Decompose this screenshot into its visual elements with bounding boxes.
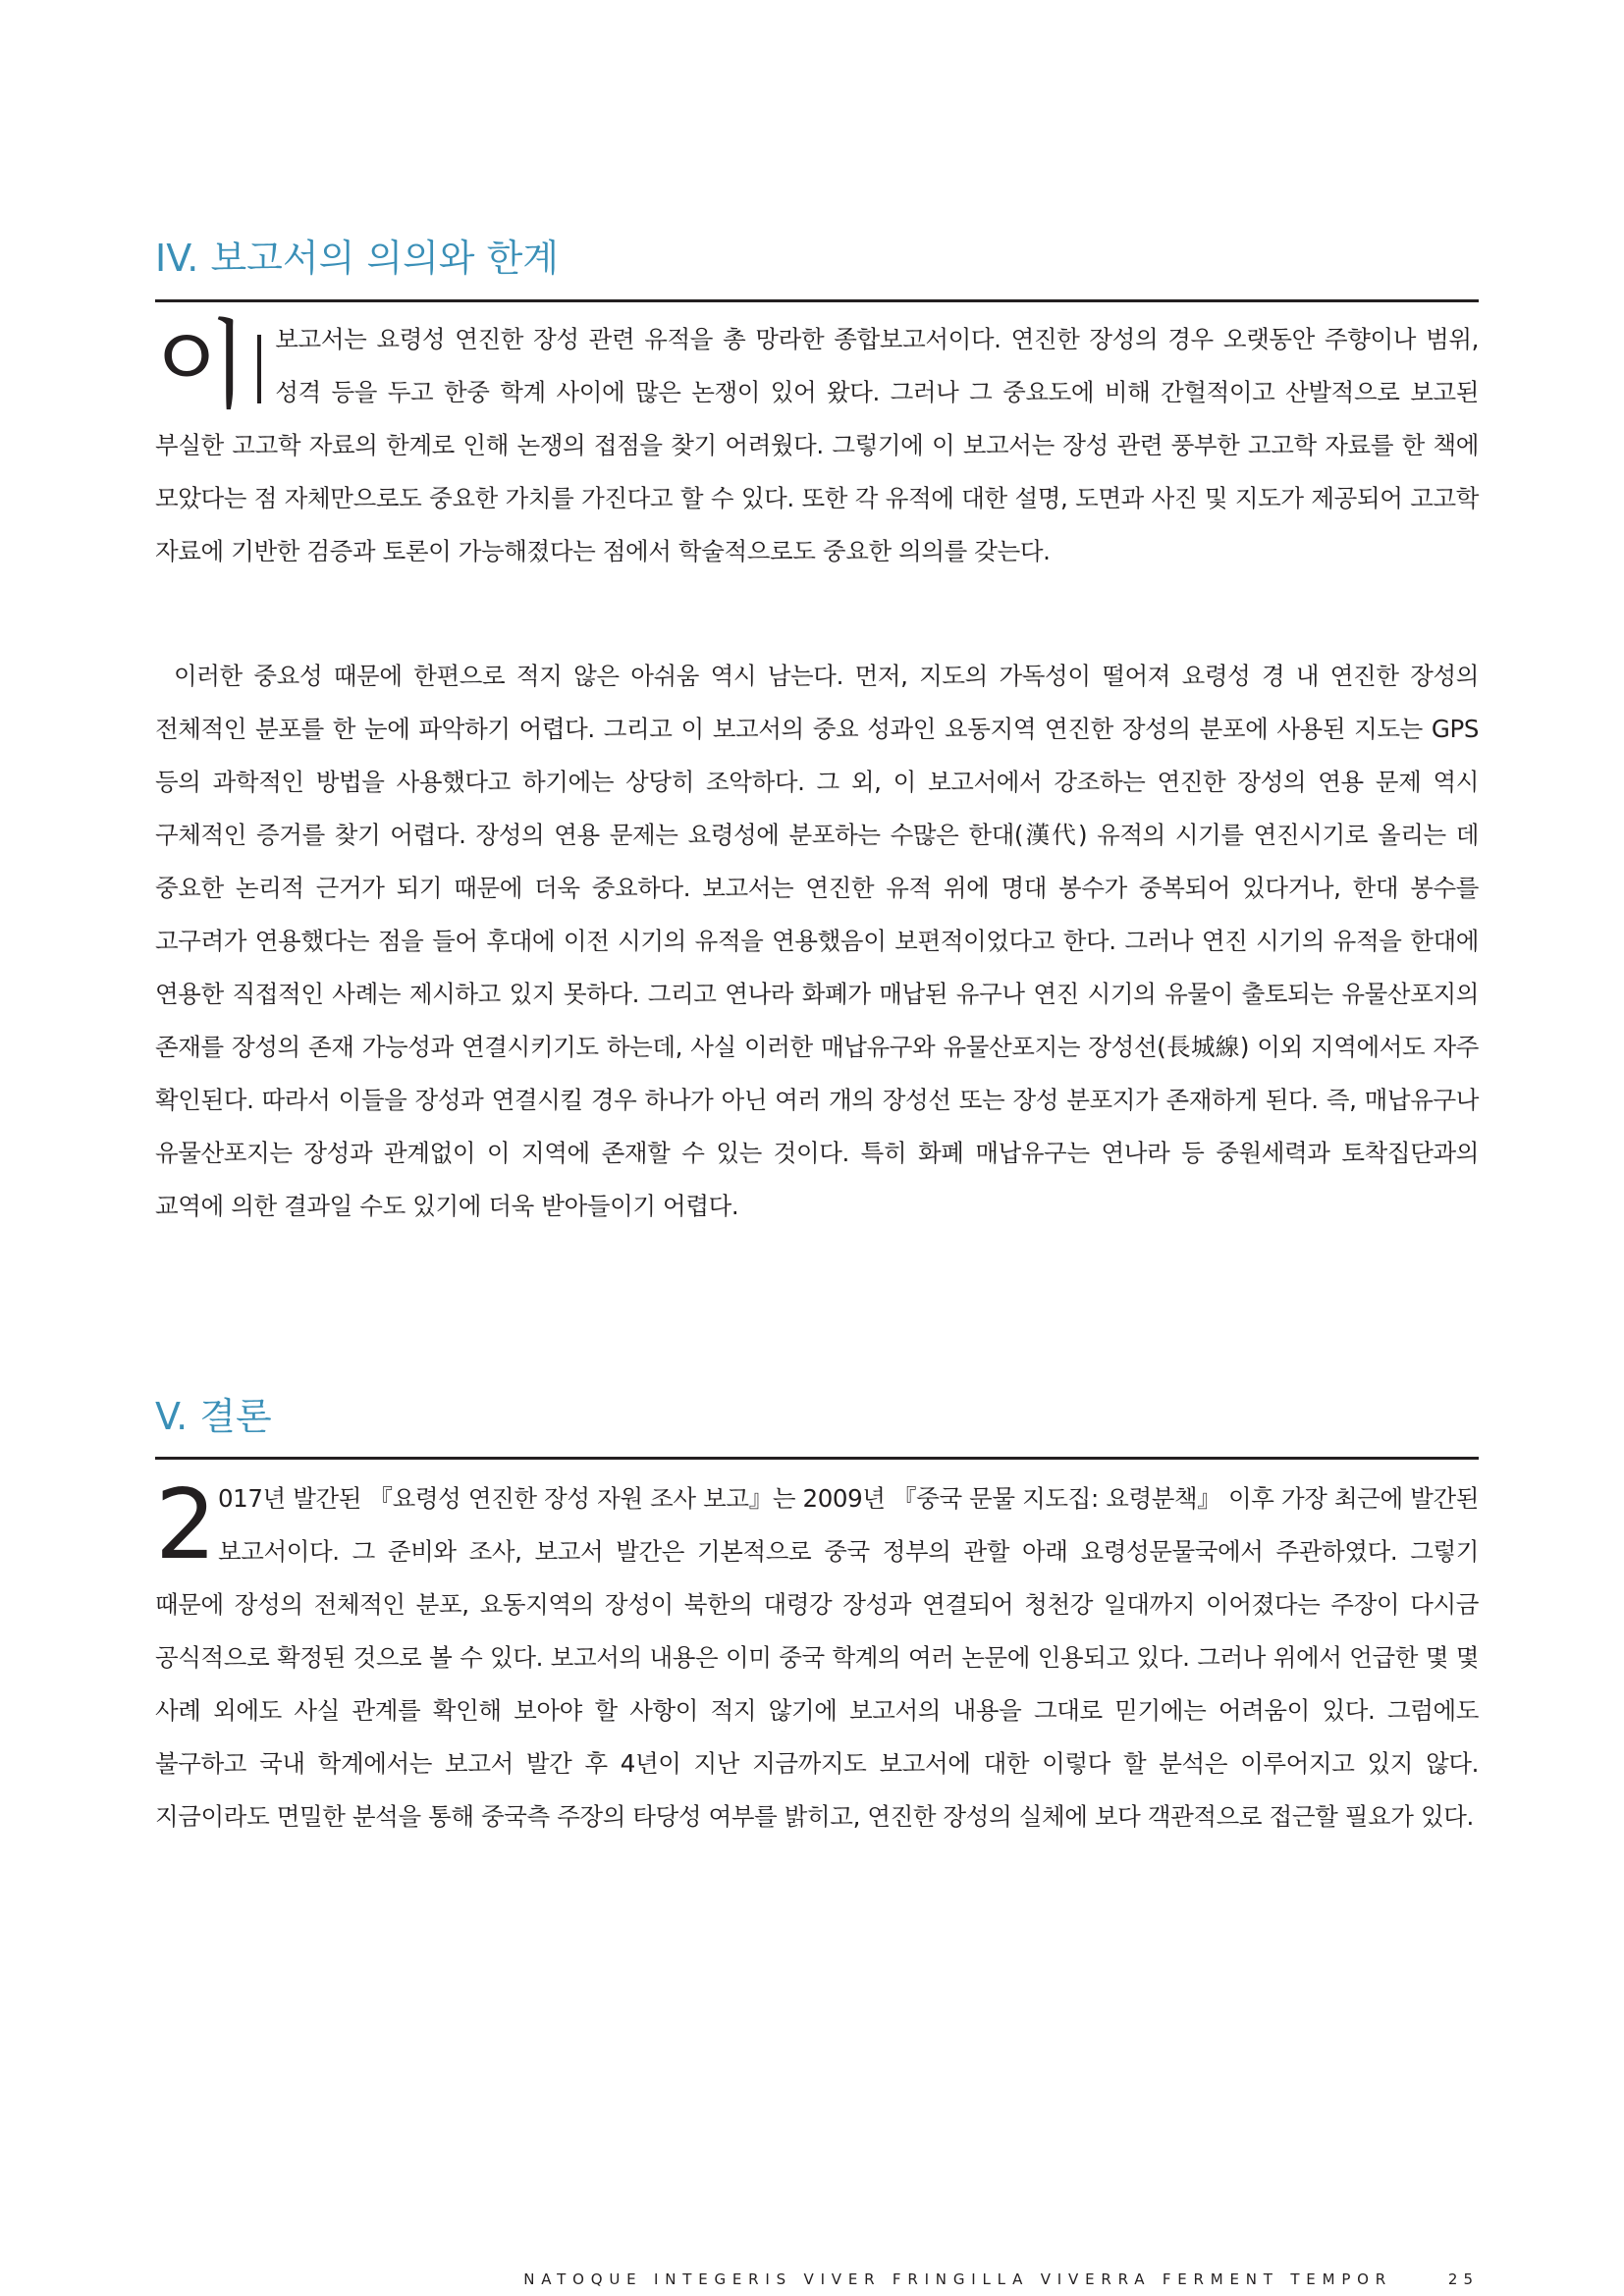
dropcap: 2 bbox=[155, 1469, 216, 1581]
section-v bbox=[155, 0, 1479, 1914]
dropcap: 이 bbox=[155, 310, 248, 422]
section-iv-paragraph-1-text: 보고서는 요령성 연진한 장성 관련 유적을 총 망라한 종합보고서이다. 연진한 장성의 경우 오랫동안 주향이나 범위, 성격 등을 두고 한중 학계 사이에 많은 논쟁이 있어 왔다. 그러나 그 중요도에 비해 간헐적이고 산발적으로 보고된 부실한 고고학 자료의 한계로 인해 논쟁의 접점을 찾기 어려웠다. 그렇기에 이 보고서는 장성 관련 풍부한 고고학 자료를 한 책에 모았다는 점 자체만으로도 중요한 가치를 가진다고 할 수 있다. 또한 각 유적에 대한 설명, 도면과 사진 및 지도가 제공되어 고고학 자료에 기반한 검증과 토론이 가능해졌다는 점에서 학술적으로도 중요한 의의를 갖는다. bbox=[155, 325, 1479, 565]
section-v-paragraph-1 bbox=[155, 1469, 1480, 1843]
running-title: NATOQUE INTEGERIS VIVER FRINGILLA VIVERRA FERMENT TEMPOR bbox=[523, 2270, 1392, 2288]
section-v-paragraph-1-text: 017년 발간된 『요령성 연진한 장성 자원 조사 보고』는 2009년 『중국 문물 지도집: 요령분책』 이후 가장 최근에 발간된 보고서이다. 그 준비와 조사, 보고서 발간은 기본적으로 중국 정부의 관할 아래 요령성문물국에서 주관하였다. 그렇기 때문에 장성의 전체적인 분포, 요동지역의 장성이 북한의 대령강 장성과 연결되어 청천강 일대까지 이어졌다는 주장이 다시금 공식적으로 확정된 것으로 볼 수 있다. 보고서의 내용은 이미 중국 학계의 여러 논문에 인용되고 있다. 그러나 위에서 언급한 몇 몇 사례 외에도 사실 관계를 확인해 보아야 할 사항이 적지 않기에 보고서의 내용을 그대로 믿기에는 어려움이 있다. 그럼에도 불구하고 국내 학계에서는 보고서 발간 후 4년이 지난 지금까지도 보고서에 대한 이렇다 할 분석은 이루어지고 있지 않다. 지금이라도 면밀한 분석을 통해 중국측 주장의 타당성 여부를 밝히고, 연진한 장성의 실체에 보다 객관적으로 접근할 필요가 있다. bbox=[155, 1484, 1480, 1831]
page-footer bbox=[155, 2270, 1479, 2296]
section-v-rule bbox=[155, 1457, 1479, 1460]
section-iv-paragraph-2: 이러한 중요성 때문에 한편으로 적지 않은 아쉬움 역시 남는다. 먼저, 지도의 가독성이 떨어져 요령성 경 내 연진한 장성의 전체적인 분포를 한 눈에 파악하기 어렵다. 그리고 이 보고서의 중요 성과인 요동지역 연진한 장성의 분포에 사용된 지도는 GPS 등의 과학적인 방법을 사용했다고 하기에는 상당히 조악하다. 그 외, 이 보고서에서 강조하는 연진한 장성의 연용 문제 역시 구체적인 증거를 찾기 어렵다. 장성의 연용 문제는 요령성에 분포하는 수많은 한대(漢代) 유적의 시기를 연진시기로 올리는 데 중요한 논리적 근거가 되기 때문에 더욱 중요하다. 보고서는 연진한 유적 위에 명대 봉수가 중복되어 있다거나, 한대 봉수를 고구려가 연용했다는 점을 들어 후대에 이전 시기의 유적을 연용했음이 보편적이었다고 한다. 그러나 연진 시기의 유적을 한대에 연용한 직접적인 사례는 제시하고 있지 못하다. 그리고 연나라 화폐가 매납된 유구나 연진 시기의 유물이 출토되는 유물산포지의 존재를 장성의 존재 가능성과 연결시키기도 하는데, 사실 이러한 매납유구와 유물산포지는 장성선(長城線) 이외 지역에서도 자주 확인된다. 따라서 이들을 장성과 연결시킬 경우 하나가 아닌 여러 개의 장성선 또는 장성 분포지가 존재하게 된다. 즉, 매납유구나 유물산포지는 장성과 관계없이 이 지역에 존재할 수 있는 것이다. 특히 화폐 매납유구는 연나라 등 중원세력과 토착집단과의 교역에 의한 결과일 수도 있기에 더욱 받아들이기 어렵다. bbox=[155, 662, 1479, 1220]
section-iv-heading: IV. 보고서의 의의와 한계 bbox=[155, 237, 559, 280]
section-v-heading: V. 결론 bbox=[155, 1395, 272, 1438]
page-number: 25 bbox=[1447, 2270, 1479, 2288]
